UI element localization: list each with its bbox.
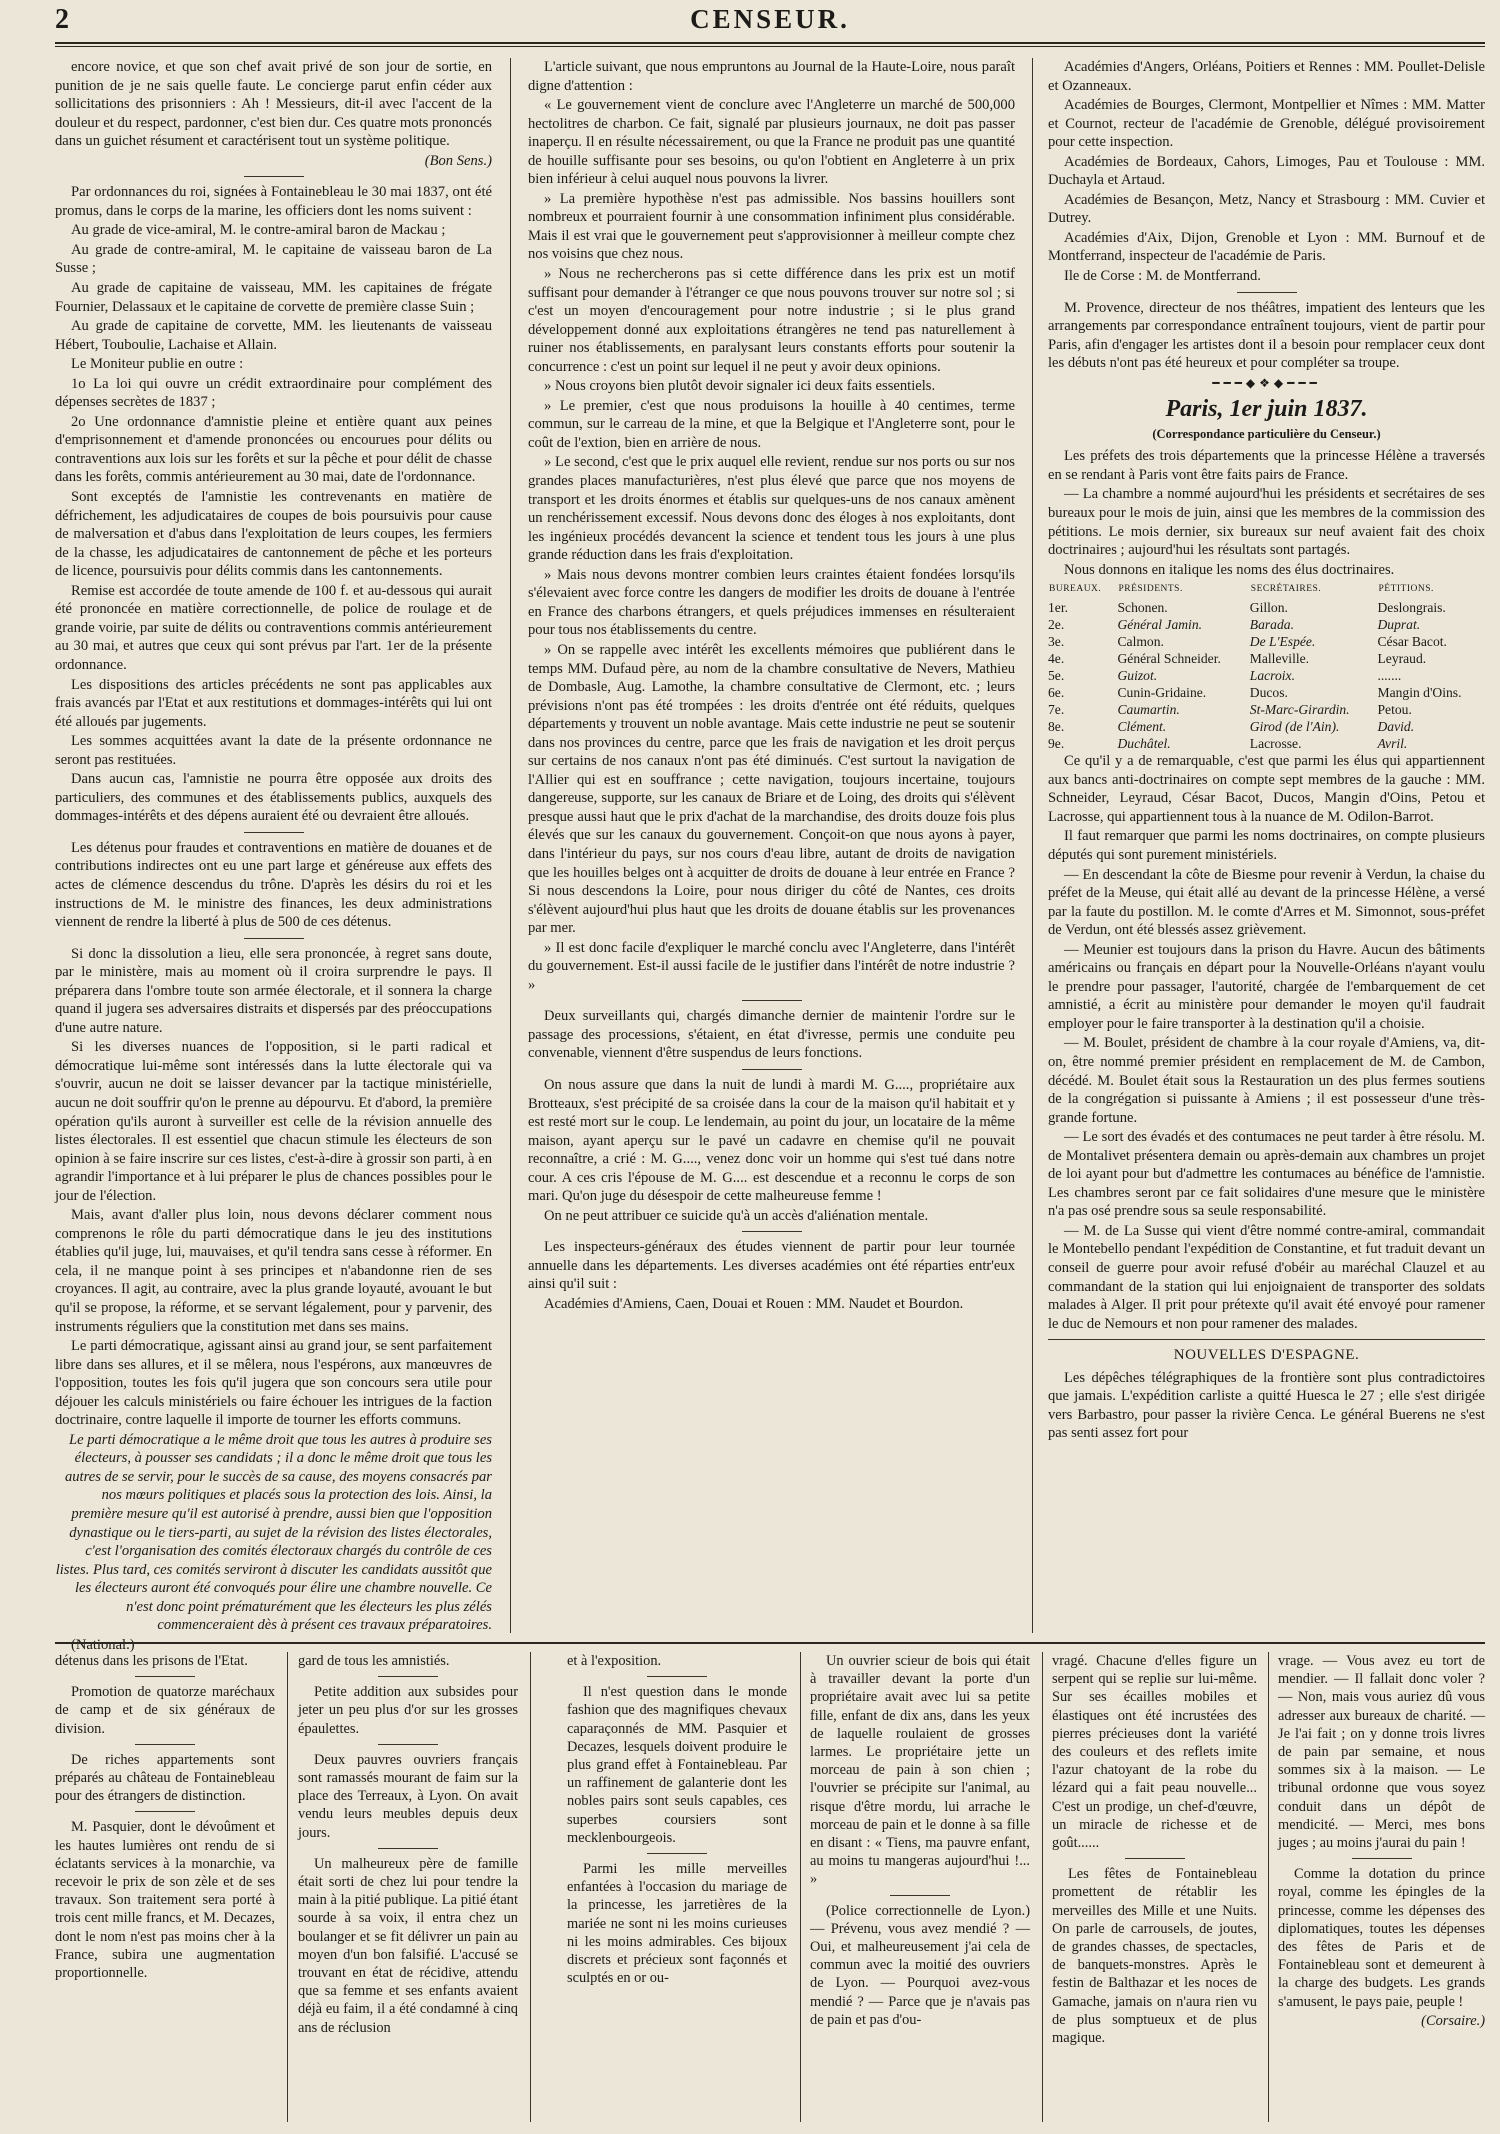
article-separator [135, 1811, 195, 1812]
paragraph: Au grade de capitaine de vaisseau, MM. les capitaines de frégate Fournier, Delassaux et le capitaine de corvette de première classe Suin ; [55, 280, 492, 315]
paragraph: » Le second, c'est que le prix auquel elle revient, rendue sur nos ports ou sur nos grandes places manufacturières, n'est plus élevé que parce que nos moyens de transport et les droits énormes et établis sur quelques-uns de nos canaux amènent un renchérissement excessif. Nous devons donc des éloges à nos exploitants, dont les ingénieux procédés devancent la science et tendent tous les jours à une plus grande réduction dans les frais d'exploitation. [528, 454, 1015, 564]
feuilleton-column-1 [55, 1652, 275, 2122]
table-row [1048, 616, 1485, 633]
paragraph: » Mais nous devons montrer combien leurs craintes étaient fondées lorsqu'ils s'élevaient avec force contre les dangers de modifier les droits de douane à l'entrée en France des charbons étrangers, et quels préjudices immenses en résulteraient pour tous nos établissements du centre. [528, 566, 1015, 639]
paragraph: (Bon Sens.) [424, 152, 492, 169]
paragraph: Le parti démocratique, agissant ainsi au grand jour, se sent parfaitement libre dans ses allures, et il se mêlera, nous l'espérons, aux manœuvres de l'opposition, toutes les fois qu'il jugera que son concours sera utile pour déjouer les calculs ministériels ou faire échouer les intrigues de la faction doctrinaire, contre laquelle il importe de tourner les efforts communs. [55, 1338, 492, 1429]
paragraph: 2o Une ordonnance d'amnistie pleine et entière quant aux peines d'emprisonnement et d'amende prononcées ou encourues pour délits ou contraventions aux lois sur les forêts et sur la pêche et pour délit de chasse dans les forêts, commis antérieurement au 30 mai, date de l'ordonnance. [55, 413, 492, 486]
paragraph: 1o La loi qui ouvre un crédit extraordinaire pour complément des dépenses secrètes de 1837 ; [55, 375, 492, 411]
table-cell: 5e. [1048, 668, 1065, 684]
table-cell: 9e. [1048, 736, 1065, 752]
table-cell: Avril. [1377, 736, 1408, 752]
article-separator [244, 176, 304, 177]
paragraph: (Corsaire.) [1421, 2012, 1485, 2029]
table-cell: Général Schneider. [1117, 651, 1221, 667]
article-separator [1237, 292, 1297, 293]
table-row [1048, 667, 1485, 684]
feuilleton-column-4 [810, 1652, 1030, 2122]
paragraph: Ile de Corse : M. de Montferrand. [1064, 268, 1261, 285]
paragraph: Un ouvrier scieur de bois qui était à travailler devant la porte d'un propriétaire avait avec lui sa petite fille, enfant de dix ans, dans les yeux de laquelle roulaient de grosses larmes. Le propriétaire jette un morceau de pain à son chien ; l'ouvrier se précipite sur l'animal, au risque d'être mordu, lui arrache le morceau de pain et le donne à sa fille en disant : « Tiens, ma pauvre enfant, au moins tu mangeras aujourd'hui !... » [810, 1653, 1030, 1888]
paragraph: Promotion de quatorze maréchaux de camp et de six généraux de division. [55, 1684, 275, 1737]
paragraph: Si donc la dissolution a lieu, elle sera prononcée, à regret sans doute, par le ministère, mais au moment où il croira surprendre le pays. Il préparera dans l'ombre toute son armée électorale, et il sonnera la charge quand il jugera ses adversaires distraits et dispersés par des préoccupations d'une autre nature. [55, 945, 492, 1036]
table-cell: Général Jamin. [1117, 617, 1203, 633]
paragraph: L'article suivant, que nous empruntons au Journal de la Haute-Loire, nous paraît digne d'attention : [528, 59, 1015, 94]
article-separator [378, 1676, 438, 1677]
paragraph: De riches appartements sont préparés au château de Fontainebleau pour des étrangers de distinction. [55, 1751, 275, 1805]
table-cell: Calmon. [1117, 634, 1164, 650]
column-divider [510, 58, 511, 1633]
article-separator [647, 1853, 707, 1854]
feuilleton-column-3 [567, 1652, 787, 2122]
paragraph: Les inspecteurs-généraux des études viennent de partir pour leur tournée annuelle dans les départements. Les diverses académies ont été réparties entr'eux ainsi qu'il suit : [528, 1239, 1015, 1293]
table-row [1048, 650, 1485, 667]
table-cell: Duchâtel. [1117, 736, 1171, 752]
paragraph: Un malheureux père de famille était sorti de chez lui pour tendre la main à la pitié publique. La pitié étant sourde à sa voix, il entra chez un boulanger et se fit délivrer un pain au moyen d'un bon falsifié. L'accusé se trouvant en état de récidive, attendu que sa femme et ses enfants avaient déjà eu faim, il a été condamné à cinq ans de réclusion [298, 1855, 518, 2036]
paragraph: encore novice, et que son chef avait privé de son jour de sortie, en punition de je ne sais quelle faute. Le concierge parut enfin céder aux sollicitations des prisonniers : Ah ! Messieurs, dit-il avec l'accent de la douleur et du respect, pardonner, c'est bien dur. Ces quatre mots prononcés dans un guichet résument et caractérisent tout un système politique. [55, 59, 492, 150]
paragraph: Ce qu'il y a de remarquable, c'est que parmi les élus qui appartiennent aux bancs anti-doctrinaires on compte sept membres de la gauche : MM. Schneider, Leyraud, César Bacot, Ducos, Mangin d'Oins, Petou et Lacrosse, qui appartiennent tous à la nuance de M. Odilon-Barrot. [1048, 753, 1485, 825]
section-rule [1048, 1339, 1485, 1340]
table-cell: Barada. [1249, 617, 1294, 633]
paragraph: Académies de Besançon, Metz, Nancy et Strasbourg : MM. Cuvier et Dutrey. [1048, 191, 1485, 227]
article-separator [135, 1676, 195, 1677]
table-row [1048, 718, 1485, 735]
column-divider [1268, 1652, 1269, 2122]
paragraph: et à l'exposition. [567, 1653, 662, 1669]
article-separator [1125, 1858, 1185, 1859]
paragraph: Deux pauvres ouvriers français sont ramassés mourant de faim sur la place des Terreaux, à Lyon. On avait vendu leurs meubles depuis deux jours. [298, 1751, 518, 1841]
table-header: PRÉSIDENTS. [1118, 584, 1183, 595]
paragraph: Dans aucun cas, l'amnistie ne pourra être opposée aux droits des particuliers, des communes et des établissements publics, auxquels des dommages-intérêts et des dépens auraient été ou devraient être alloués. [55, 771, 492, 825]
table-cell: Girod (de l'Ain). [1249, 719, 1340, 735]
table-cell: Guizot. [1117, 668, 1158, 684]
paragraph: On nous assure que dans la nuit de lundi à mardi M. G...., propriétaire aux Brotteaux, s'est précipité de sa croisée dans la cour de la maison qu'il habitait et y est resté mort sur le coup. Le lendemain, au point du jour, un locataire de la même maison, ayant aperçu sur le pavé un cadavre en chemise qu'il ne pouvait reconnaître, a crié : M. G...., venez donc voir un homme qui s'est tué dans notre cour. A ces cris l'épouse de M. G.... est descendue et a reconnu le corps de son mari. Qu'on juge du désespoir de cette malheureuse femme ! [528, 1076, 1015, 1205]
espagne-text: Les dépêches télégraphiques de la frontière sont plus contradictoires que jamais. L'expédition carliste a quitté Huesca le 27 ; elle s'est dirigée vers Barbastro, pour passer la rivière Cenca. Le général Buerens ne s'est pas senti assez fort pour [1048, 1369, 1485, 1442]
table-cell: 8e. [1048, 719, 1065, 735]
column-3 [1048, 58, 1485, 1633]
table-row [1048, 701, 1485, 718]
paragraph: (National.) [71, 1636, 135, 1653]
paragraph: Au grade de vice-amiral, M. le contre-amiral baron de Mackau ; [71, 222, 446, 239]
page-number: 2 [55, 4, 69, 35]
bureaux-table [1048, 580, 1485, 752]
table-cell: Malleville. [1249, 651, 1310, 667]
paragraph: Le parti démocratique a le même droit que tous les autres à produire ses électeurs, à pousser ses candidats ; il a donc le même droit que tous les autres de se servir, pour le succès de sa cause, des moyens consacrés par nos mœurs politiques et placés sous la protection des lois. Ainsi, la première mesure qu'il est autorisé à prendre, aussi bien que l'opposition dynastique ou le tiers-parti, au sujet de la révision des listes électorales, c'est l'organisation des comités électoraux chargés du contrôle de ces listes. Plus tard, ces comités serviront à discuter les candidats aussitôt que les électeurs auront été convoqués pour élire une chambre nouvelle. Ce n'est donc point prématurément que les électeurs les plus zélés commenceraient dès à présent ces travaux préparatoires. [55, 1431, 492, 1634]
masthead [55, 4, 1485, 40]
article-separator [244, 832, 304, 833]
paragraph: » On se rappelle avec intérêt les excellents mémoires que publiérent dans le temps MM. Dufaud père, au nom de la chambre consultative de Nevers, Mathieu de Dombasle, Aug. Lamothe, la chambre consultative de Clermont, etc. ; leurs prévisions n'ont pas été trompées : les droits d'entrée ont été réduits, quelques départements y trouvent un noble avantage. Mais cette industrie ne peut se soutenir dans nos provinces du centre, parce que les frais de navigation et les droit perçus sur certains de nos canaux n'ont pas été diminués. C'est surtout la navigation de l'Allier qui est en souffrance ; cette navigation, toujours incertaine, toujours dangereuse, supporte, sur les canaux de Briare et de Loing, des droits qui s'élèvent presque aussi haut que le prix d'achat de la marchandise, des droits douze fois plus élevés que sur les canaux du gouvernement. Conçoit-on que nous ayons à payer, dans l'intérieur du pays, sur nos cours d'eau libre, autant de droits de navigation que les houilles belges ont à acquitter de droits de douane à leur entrée en France ? Si nous descendons la Loire, pour nous diriger du côté de Nantes, ces droits s'élèvent aujourd'hui plus haut que les droits de douane établis sur les provenances par mer. [528, 641, 1015, 937]
table-cell: 6e. [1048, 685, 1065, 701]
paragraph: Les dispositions des articles précédents ne sont pas applicables aux frais avancés par l'Etat et aux restitutions et dommages-intérêts qui lui ont été alloués par jugements. [55, 676, 492, 730]
table-cell: Deslongrais. [1377, 600, 1446, 616]
paragraph: » La première hypothèse n'est pas admissible. Nos bassins houillers sont nombreux et pourraient fournir à une consommation infiniment plus considérable. Mais il est vrai que le gouvernement peut s'approvisionner à meilleur compte chez nos voisins que chez nous. [528, 190, 1015, 263]
column-divider [800, 1652, 801, 2122]
table-cell: St-Marc-Girardin. [1249, 702, 1350, 718]
paris-para: Nous donnons en italique les noms des élus doctrinaires. [1064, 561, 1395, 578]
table-row [1048, 735, 1485, 752]
paragraph: Mais, avant d'aller plus loin, nous devons déclarer comment nous comprenons le rôle du parti démocratique dans le jeu des institutions établies qu'il juge, lui, mauvaises, et qu'il tendra sans cesse à réformer. En cela, il ne manque point à ses principes et n'abandonne rien de ses croyances. Il agit, au contraire, avec la plus grande loyauté, avouant le but qu'il se propose, la réforme, et se servant légalement, pour y parvenir, des instruments réguliers que la constitution met dans ses mains. [55, 1207, 492, 1335]
paragraph: — M. Boulet, président de chambre à la cour royale d'Amiens, va, dit-on, être nommé premier président en remplacement de M. de Cambon, décédé. M. Boulet était sous la Restauration un des plus fermes soutiens de la congrégation si puissante à Amiens ; il est possesseur d'une très-grande fortune. [1048, 1035, 1485, 1126]
paragraph: Par ordonnances du roi, signées à Fontainebleau le 30 mai 1837, ont été promus, dans le corps de la marine, les officiers dont les noms suivent : [55, 184, 492, 219]
paragraph: Deux surveillants qui, chargés dimanche dernier de maintenir l'ordre sur le passage des processions, s'étaient, en état d'ivresse, permis une conduite peu convenable, viennent d'être suspendus de leurs fonctions. [528, 1008, 1015, 1062]
paragraph: — En descendant la côte de Biesme pour revenir à Verdun, la chaise du préfet de la Meuse, qui était allé au devant de la princesse Hélène, a versé par la faute du postillon. M. le comte d'Arres et M. Simonnot, sous-préfet de Verdun, ont été blessés assez grièvement. [1048, 866, 1485, 939]
paragraph: Les détenus pour fraudes et contraventions en matière de douanes et de contributions indirectes ont eu une part large et généreuse aux effets des actes de clémence descendus du trône. D'après les désirs du roi et les instructions de M. le ministre des finances, les deux administrations viennent de rendre la liberté à plus de 500 de ces détenus. [55, 839, 492, 931]
feuilleton-column-2 [298, 1652, 518, 2122]
paragraph: » Nous croyons bien plutôt devoir signaler ici deux faits essentiels. [544, 378, 936, 395]
paris-title: Paris, 1er juin 1837. [1165, 396, 1368, 423]
paragraph: Les sommes acquittées avant la date de la présente ordonnance ne seront pas restituées. [55, 733, 492, 768]
paragraph: Académies de Bordeaux, Cahors, Limoges, Pau et Toulouse : MM. Duchayla et Artaud. [1048, 153, 1485, 189]
column-1 [55, 58, 492, 1653]
table-cell: Lacroix. [1249, 668, 1295, 684]
table-cell: Petou. [1377, 702, 1412, 718]
paragraph: — Le sort des évadés et des contumaces ne peut tarder à être résolu. M. de Montalivet présentera demain ou après-demain aux chambres un projet de loi ayant pour but d'admettre les contumaces au bénéfice de l'amnistie. Les chambres seront par ce fait solidaires d'une mesure que le ministère n'a pas osé prendre sous sa seule responsabilité. [1048, 1129, 1485, 1220]
table-cell: De L'Espée. [1249, 634, 1316, 650]
table-cell: Ducos. [1249, 685, 1288, 701]
paragraph: M. Provence, directeur de nos théâtres, impatient des lenteurs que les arrangements par correspondance entraînent toujours, vient de partir pour Paris, afin d'engager les artistes dont il a besoin pour remplacer ceux dont les débuts n'ont pas été heureux et pour compléter sa troupe. [1048, 299, 1485, 372]
espagne-title: NOUVELLES D'ESPAGNE. [1173, 1347, 1360, 1364]
paper-name: CENSEUR. [690, 4, 850, 34]
paragraph: » Il est donc facile d'expliquer le marché conclu avec l'Angleterre, dans l'intérêt du gouvernement. Est-il aussi facile de le justifier dans l'intérêt de notre industrie ? » [528, 939, 1015, 993]
table-cell: Cunin-Gridaine. [1117, 685, 1207, 701]
feuilleton-column-6 [1278, 1652, 1485, 2122]
masthead-rule [55, 42, 1485, 47]
article-separator [1352, 1858, 1412, 1859]
article-separator [890, 1895, 950, 1896]
article-separator [742, 1069, 802, 1070]
table-cell: 1er. [1048, 600, 1069, 616]
column-divider [530, 1652, 531, 2122]
article-separator [378, 1744, 438, 1745]
table-cell: 7e. [1048, 702, 1065, 718]
table-row [1048, 684, 1485, 701]
paragraph: Académies de Bourges, Clermont, Montpellier et Nîmes : MM. Matter et Cournot, recteur de l'académie de Grenoble, délégué provisoirement pour cette inspection. [1048, 97, 1485, 151]
table-cell: César Bacot. [1377, 634, 1447, 650]
paragraph: Il faut remarquer que parmi les noms doctrinaires, on compte plusieurs députés qui sont purement ministériels. [1048, 828, 1485, 863]
paragraph: » Le premier, c'est que nous produisons la houille à 40 centimes, terme commun, sur le carreau de la mine, et que la Belgique et l'Angleterre sont, pour le coût de l'extion, bien en arrière de nous. [528, 397, 1015, 451]
paragraph: Comme la dotation du prince royal, comme les épingles de la princesse, comme les dépenses des diplomatiques, toutes les dépenses des fêtes de Paris et de Fontainebleau sont et demeurent à la charge des budgets. Les grands s'amusent, le pays paie, peuple ! [1278, 1866, 1485, 2010]
table-row [1048, 599, 1485, 616]
paragraph: » Nous ne rechercherons pas si cette différence dans les prix est un motif suffisant pour demander à l'étranger ce que nous pouvons trouver sur notre sol ; si c'est un moyen d'encouragement pour notre industrie ; si le plus grand développement donné aux exploitations étrangères ne tend pas naturellement à ruiner nos établissements, en paralysant leurs constants efforts pour soutenir la concurrence : c'est un point sur lequel il ne peut y avoir deux opinions. [528, 266, 1015, 375]
table-cell: Duprat. [1377, 617, 1421, 633]
article-separator [742, 1000, 802, 1001]
table-cell: David. [1377, 719, 1415, 735]
paragraph: Si les diverses nuances de l'opposition, si le parti radical et démocratique lui-même sont intéressés dans la lutte électorale qui va s'ouvrir, aucun ne doit se laisser devancer par la tactique ministérielle, aucun ne doit souffrir qu'on le prenne au dépourvu. Et d'abord, la première opération qu'ils auront à surveiller est celle de la révision annuelle des listes électorales. Il est essentiel que chacun stimule les électeurs de son opinion à se faire inscrire sur ces listes, c'est-à-dire à grossir son parti, à en agrandir l'importance et à lui préparer le plus de chances possibles pour le jour de l'élection. [55, 1039, 492, 1204]
paragraph: — Meunier est toujours dans la prison du Havre. Aucun des bâtiments américains ou français en départ pour la Nouvelle-Orléans n'ayant voulu le prendre pour passager, l'autorité, chargée de l'embarquement de cet amnistié, a écrit au ministère pour demander le moyen qu'il faudrait employer pour le faire transporter à la destination qu'il a choisie. [1048, 941, 1485, 1032]
column-divider [287, 1652, 288, 2122]
paragraph: Il n'est question dans le monde fashion que des magnifiques chevaux caparaçonnés de MM. Pasquier et Decazes, lesquels doivent produire le plus grand effet à Fontainebleau. Par un raffinement de galanterie dont les nobles pairs sont seuls capables, ces superbes coursiers sont mecklenbourgeois. [567, 1684, 787, 1846]
table-row [1048, 633, 1485, 650]
paragraph: vrage. — Vous avez eu tort de mendier. — Il fallait donc voler ? — Non, mais vous auriez dû vous adresser aux bureaux de charité. — Je l'ai fait ; on y donne trois livres de pain par semaine, et nous sommes six à la maison. — Le tribunal ordonne que vous soyez conduit dans un dépôt de mendicité. — Merci, mes bons juges ; au moins j'aurai du pain ! [1278, 1653, 1485, 1852]
table-cell: ....... [1377, 668, 1402, 684]
table-cell: Leyraud. [1377, 651, 1427, 667]
table-header: SECRÉTAIRES. [1250, 584, 1322, 595]
table-cell: 2e. [1048, 617, 1065, 633]
paragraph: M. Pasquier, dont le dévoûment et les hautes lumières ont rendu de si éclatants services à la monarchie, va recevoir le prix de son zèle et de ses travaux. Son traitement sera porté à trois cent mille francs, et M. Decazes, dont le nom n'est pas moins cher à la France, subira une augmentation proportionnelle. [55, 1819, 275, 1982]
paragraph: On ne peut attribuer ce suicide qu'à un accès d'aliénation mentale. [544, 1207, 929, 1224]
paragraph: détenus dans les prisons de l'Etat. [55, 1653, 248, 1669]
article-separator [244, 938, 304, 939]
feuilleton-rule [55, 1642, 1485, 1644]
feuilleton-column-5 [1052, 1652, 1257, 2122]
table-cell: Lacrosse. [1249, 736, 1302, 752]
table-cell: Schonen. [1117, 600, 1168, 616]
column-divider [1032, 58, 1033, 1633]
paragraph: Académies d'Amiens, Caen, Douai et Rouen : MM. Naudet et Bourdon. [544, 1296, 964, 1312]
paragraph: (Police correctionnelle de Lyon.) — Prévenu, vous avez mendié ? — Oui, et malheureusement j'ai cela de commun avec la moitié des ouvriers de Lyon. — Pourquoi avez-vous mendié ? — Parce que je n'avais pas de pain et pas d'ou- [810, 1902, 1030, 2028]
paragraph: Académies d'Angers, Orléans, Poitiers et Rennes : MM. Poullet-Delisle et Ozanneaux. [1048, 59, 1485, 94]
paris-para: — La chambre a nommé aujourd'hui les présidents et secrétaires de ses bureaux pour le mois de juin, ainsi que les membres de la commission des pétitions. Le mois dernier, six bureaux sur neuf avaient fait des choix doctrinaires ; aujourd'hui les résultats sont partagés. [1048, 486, 1485, 559]
table-cell: Caumartin. [1117, 702, 1180, 718]
paragraph: « Le gouvernement vient de conclure avec l'Angleterre un marché de 500,000 hectolitres de charbon. Ce fait, signalé par plusieurs journaux, ne doit pas passer inaperçu. Il en résulte nécessairement, ou que la France ne produit pas une quantité de houille suffisante pour ses besoins, ou qu'on l'obtient en Angleterre à un prix bien inférieur à celui auquel nous pouvons la livrer. [528, 97, 1015, 188]
paragraph: Remise est accordée de toute amende de 100 f. et au-dessous qui aurait été prononcée en matière correctionnelle, de police de roulage et de grande voirie, par suite de délits ou contraventions commis antérieurement au 30 mai, et autres que ceux qui sont prévus par l'art. 1er de la présente ordonnance. [55, 582, 492, 673]
paragraph: Les fêtes de Fontainebleau promettent de rétablir les merveilles des Mille et une Nuits. On parle de carrousels, de joutes, de grandes chasses, de spectacles, de banquets-monstres. Après le festin de Balthazar et les noces de Gamache, jamais on n'aura rien vu de plus somptueux et de plus magique. [1052, 1866, 1257, 2047]
article-separator [378, 1848, 438, 1849]
paragraph: gard de tous les amnistiés. [298, 1653, 450, 1669]
paragraph: Petite addition aux subsides pour jeter un peu plus d'or sur les grosses épaulettes. [298, 1684, 518, 1737]
paragraph: vragé. Chacune d'elles figure un serpent qui se replie sur lui-même. Sur ses écailles mobiles et élastiques ont été incrustées des pierres précieuses dont la variété des couleurs et des reflets imite l'azur chatoyant de la robe du lézard qui a fait peau nouvelle... C'est un prodige, un chef-d'œuvre, un miracle de richesse et de goût...... [1052, 1653, 1257, 1852]
table-cell: Gillon. [1249, 600, 1288, 616]
paris-para: Les préfets des trois départements que la princesse Hélène a traversés en se rendant à Paris vont être faits pairs de France. [1048, 448, 1485, 483]
ornament: ━━━◆❖◆━━━ [1212, 375, 1321, 390]
column-divider [1042, 1652, 1043, 2122]
paragraph: Parmi les mille merveilles enfantées à l'occasion du mariage de la princesse, les jarretières de la mariée ne sont ni les moins curieuses ni les moins admirables. Ces bijoux discrets et précieux sont façonnés et sculptés en or ou- [567, 1861, 787, 1987]
table-cell: 3e. [1048, 634, 1065, 650]
article-separator [742, 1231, 802, 1232]
paragraph: Au grade de capitaine de corvette, MM. les lieutenants de vaisseau Hébert, Touboulie, Lachaise et Allain. [55, 318, 492, 353]
table-cell: 4e. [1048, 651, 1065, 667]
table-cell: Clément. [1117, 719, 1167, 735]
table-cell: Mangin d'Oins. [1377, 685, 1462, 701]
paragraph: Académies d'Aix, Dijon, Grenoble et Lyon : MM. Burnouf et de Montferrand, inspecteur de l'académie de Paris. [1048, 229, 1485, 265]
paris-subtitle: (Correspondance particulière du Censeur.) [1152, 426, 1381, 441]
article-separator [135, 1744, 195, 1745]
table-header: BUREAUX. [1049, 584, 1102, 595]
article-separator [647, 1676, 707, 1677]
paragraph: Le Moniteur publie en outre : [71, 356, 244, 373]
table-header: PÉTITIONS. [1378, 584, 1434, 595]
column-2 [528, 58, 1015, 1633]
paragraph: Sont exceptés de l'amnistie les contrevenants en matière de défrichement, les adjudicataires de coupes de bois poursuivis pour cause de malversation et d'abus dans l'exploitation de leurs coupes, les fermiers de la chasse, les adjudicataires de cantonnement de pêche et les porteurs de licence, poursuivis pour délits commis dans les cantonnements. [55, 489, 492, 580]
paragraph: Au grade de contre-amiral, M. le capitaine de vaisseau baron de La Susse ; [55, 241, 492, 277]
paragraph: — M. de La Susse qui vient d'être nommé contre-amiral, commandait le Montebello pendant l'expédition de Constantine, et fut traduit devant un conseil de guerre pour avoir refusé d'obéir au maréchal Clauzel et au commandant de la station qui lui enjoignaient de transporter des soldats malades à Alger. Il prit pour prétexte qu'il avait été envoyé pour ramener le duc de Nemours et non pour ramener des malades. [1048, 1222, 1485, 1332]
